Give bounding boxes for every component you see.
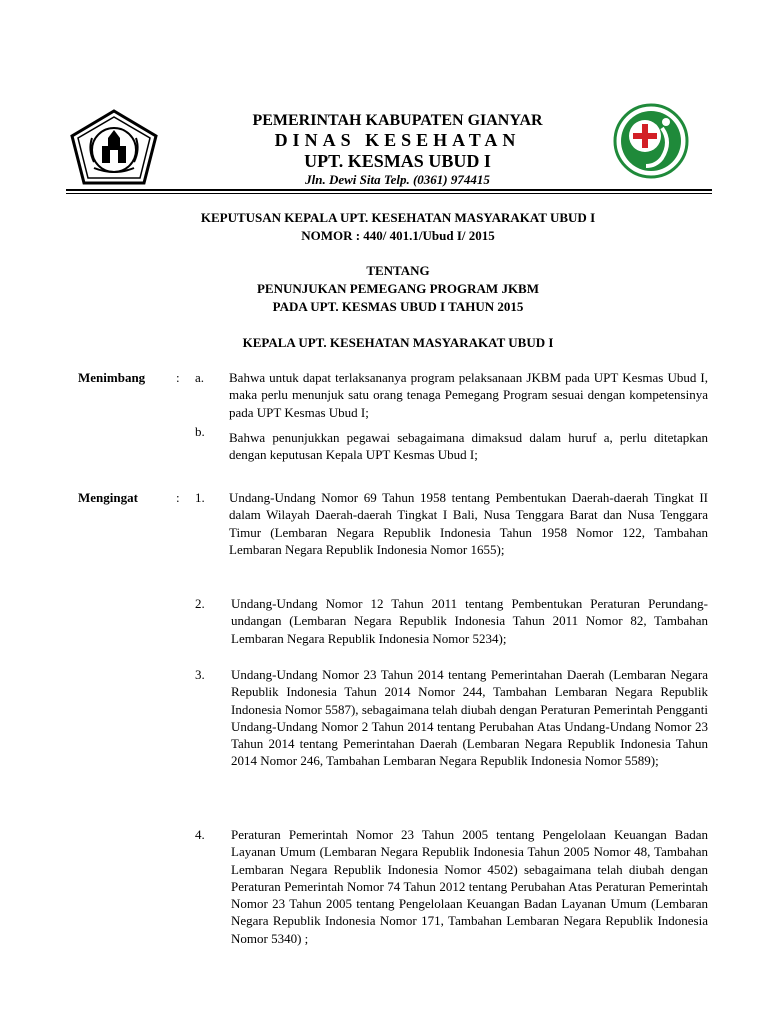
mengingat-marker-4: 4. — [195, 827, 205, 842]
decree-subject-line2: PADA UPT. KESMAS UBUD I TAHUN 2015 — [272, 299, 524, 314]
menimbang-item-a: Bahwa untuk dapat terlaksananya program pelaksanaan JKBM pada UPT Kesmas Ubud I, maka perlu menunjuk satu orang tenaga Pemegang Program sesuai dengan kompetensinya pada UPT Kesmas Ubud I; — [229, 370, 708, 420]
mengingat-marker-2: 2. — [195, 596, 205, 611]
mengingat-item-1: Undang-Undang Nomor 69 Tahun 1958 tentang Pembentukan Daerah-daerah Tingkat II dalam Wilayah Daerah-daerah Tingkat I Bali, Nusa Tenggara Barat dan Nusa Tenggara Timur (Lembaran Negara Republik Indonesia Tahun 1958 Nomor 122, Tambahan Lembaran Negara Republik Indonesia Nomor 1655); — [229, 490, 708, 557]
decree-tentang: TENTANG — [366, 263, 430, 278]
mengingat-item-2: Undang-Undang Nomor 12 Tahun 2011 tentang Pembentukan Peraturan Perundang-undangan (Lembaran Negara Republik Indonesia Tahun 2011 Nomor 82, Tambahan Lembaran Negara Republik Indonesia Nomor 5234); — [231, 596, 708, 646]
mengingat-marker-1: 1. — [195, 490, 205, 505]
gianyar-regency-emblem-icon — [68, 108, 160, 186]
menimbang-marker-a: a. — [195, 370, 205, 385]
decree-number: NOMOR : 440/ 401.1/Ubud I/ 2015 — [301, 228, 495, 243]
decree-subject-line1: PENUNJUKAN PEMEGANG PROGRAM JKBM — [256, 281, 539, 296]
menimbang-label: Menimbang — [78, 370, 146, 385]
decree-issuer: KEPALA UPT. KESEHATAN MASYARAKAT UBUD I — [242, 335, 554, 350]
letterhead-agency: DINAS KESEHATAN — [274, 130, 521, 150]
mengingat-marker-3: 3. — [195, 667, 205, 682]
mengingat-item-3: Undang-Undang Nomor 23 Tahun 2014 tentang Pemerintahan Daerah (Lembaran Negara Republik Indonesia Tahun 2014 Nomor 244, Tambahan Lembaran Negara Republik Indonesia Nomor 5587), sebagaimana telah diubah dengan Peraturan Pemerintah Pengganti Undang-Undang Nomor 2 Tahun 2014 tentang Perubahan Atas Undang-Undang Nomor 23 Tahun 2014 tentang Pemerintahan Daerah (Lembaran Negara Republik Indonesia Tahun 2014 Nomor 246, Tambahan Lembaran Negara Republik Indonesia Nomor 5589); — [231, 667, 708, 769]
mengingat-colon: : — [176, 490, 180, 505]
menimbang-colon: : — [176, 370, 180, 385]
letterhead-rule-thin — [66, 193, 712, 194]
menimbang-marker-b: b. — [195, 424, 205, 439]
mengingat-item-4: Peraturan Pemerintah Nomor 23 Tahun 2005 tentang Pengelolaan Keuangan Badan Layanan Umum (Lembaran Negara Republik Indonesia Tahun 2005 Nomor 48, Tambahan Lembaran Negara Republik Indonesia Nomor 4502) sebagaimana telah diubah dengan Peraturan Pemerintah Nomor 74 Tahun 2012 tentang Perubahan Atas Peraturan Pemerintah Nomor 23 Tahun 2005 tentang Pengelolaan Keuangan Badan Layanan Umum (Lembaran Negara Republik Indonesia Nomor 171, Tambahan Lembaran Negara Republik Indonesia Nomor 5340) ; — [231, 827, 708, 946]
decree-heading: KEPUTUSAN KEPALA UPT. KESEHATAN MASYARAKAT UBUD I — [200, 210, 596, 225]
mengingat-label: Mengingat — [78, 490, 138, 505]
menimbang-item-b: Bahwa penunjukkan pegawai sebagaimana dimaksud dalam huruf a, perlu ditetapkan dengan keputusan Kepala UPT Kesmas Ubud I; — [229, 430, 708, 463]
letterhead-unit: UPT. KESMAS UBUD I — [304, 151, 491, 171]
letterhead-address: Jln. Dewi Sita Telp. (0361) 974415 — [305, 172, 490, 187]
letterhead-government: PEMERINTAH KABUPATEN GIANYAR — [252, 112, 543, 129]
letterhead-rule-thick — [66, 189, 712, 191]
